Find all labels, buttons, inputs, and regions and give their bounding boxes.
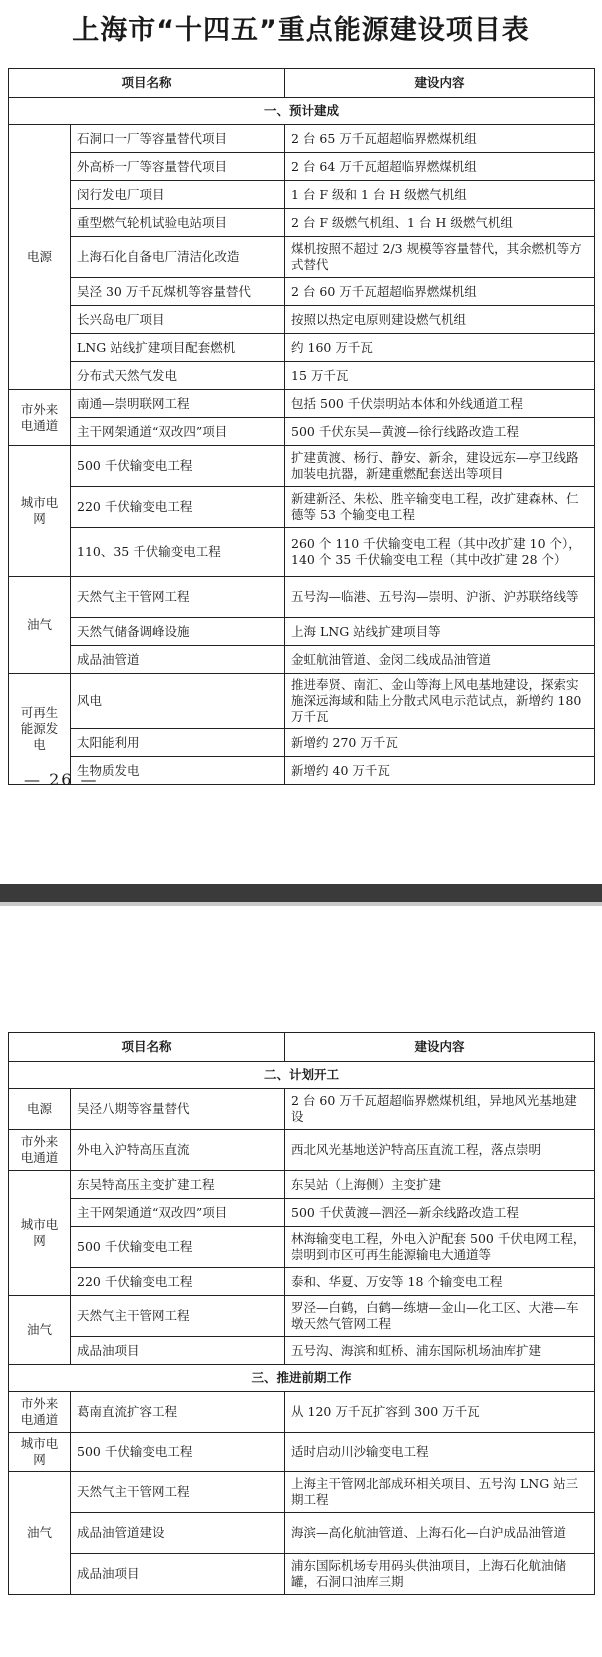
table-row	[9, 1130, 595, 1171]
project-content: 500 千伏黄渡—泗泾—新余线路改造工程	[285, 1199, 595, 1227]
table-row	[9, 181, 595, 209]
energy-projects-table-2	[8, 1032, 595, 1595]
project-content: 新增约 40 万千瓦	[285, 757, 595, 785]
project-content: 林海输变电工程，外电入沪配套 500 千伏电网工程，崇明到市区可再生能源输电大通道等	[285, 1227, 595, 1268]
project-content: 包括 500 千伏崇明站本体和外线通道工程	[285, 390, 595, 418]
project-name: LNG 站线扩建项目配套燃机	[71, 334, 285, 362]
table-header-row	[9, 1033, 595, 1062]
table-row	[9, 487, 595, 528]
project-name: 外高桥一厂等容量替代项目	[71, 153, 285, 181]
project-name: 闵行发电厂项目	[71, 181, 285, 209]
table-row	[9, 1337, 595, 1365]
project-name: 长兴岛电厂项目	[71, 306, 285, 334]
column-header-name: 项目名称	[9, 69, 285, 98]
project-name: 生物质发电	[71, 757, 285, 785]
table-row	[9, 1171, 595, 1199]
project-name: 天然气储备调峰设施	[71, 618, 285, 646]
table-row	[9, 1268, 595, 1296]
table-row	[9, 1433, 595, 1472]
table-row	[9, 1296, 595, 1337]
table-row	[9, 1227, 595, 1268]
project-content: 2 台 64 万千瓦超超临界燃煤机组	[285, 153, 595, 181]
category-cell: 市外来电通道	[9, 1392, 71, 1433]
table-row	[9, 278, 595, 306]
project-content: 新增约 270 万千瓦	[285, 729, 595, 757]
project-content: 按照以热定电原则建设燃气机组	[285, 306, 595, 334]
table-row	[9, 577, 595, 618]
project-content: 适时启动川沙输变电工程	[285, 1433, 595, 1472]
project-name: 成品油项目	[71, 1554, 285, 1595]
project-content: 扩建黄渡、杨行、静安、新余，建设远东—亭卫线路加装电抗器，新建重燃配套送出等项目	[285, 446, 595, 487]
category-cell: 油气	[9, 577, 71, 674]
category-cell: 可再生能源发电	[9, 674, 71, 785]
project-content: 上海 LNG 站线扩建项目等	[285, 618, 595, 646]
project-name: 500 千伏输变电工程	[71, 1227, 285, 1268]
project-name: 上海石化自备电厂清洁化改造	[71, 237, 285, 278]
category-cell: 市外来电通道	[9, 390, 71, 446]
page-lower	[0, 906, 602, 1657]
project-content: 煤机按照不超过 2/3 规模等容量替代，其余燃机等方式替代	[285, 237, 595, 278]
project-name: 主干网架通道“双改四”项目	[71, 418, 285, 446]
section-row	[9, 1062, 595, 1089]
category-cell: 电源	[9, 1089, 71, 1130]
section-title: 一、预计建成	[9, 98, 595, 125]
category-cell: 城市电网	[9, 1171, 71, 1296]
project-name: 天然气主干管网工程	[71, 1296, 285, 1337]
project-content: 2 台 60 万千瓦超超临界燃煤机组，异地风光基地建设	[285, 1089, 595, 1130]
section-row	[9, 98, 595, 125]
project-content: 15 万千瓦	[285, 362, 595, 390]
table-row	[9, 1554, 595, 1595]
project-name: 分布式天然气发电	[71, 362, 285, 390]
project-content: 推进奉贤、南汇、金山等海上风电基地建设，探索实施深远海域和陆上分散式风电示范试点，新增约 180 万千瓦	[285, 674, 595, 729]
project-content: 约 160 万千瓦	[285, 334, 595, 362]
project-name: 南通—崇明联网工程	[71, 390, 285, 418]
project-name: 成品油管道建设	[71, 1513, 285, 1554]
project-name: 外电入沪特高压直流	[71, 1130, 285, 1171]
column-header-content: 建设内容	[285, 69, 595, 98]
project-content: 金虹航油管道、金闵二线成品油管道	[285, 646, 595, 674]
table-row	[9, 528, 595, 577]
project-content: 500 千伏东吴—黄渡—徐行线路改造工程	[285, 418, 595, 446]
project-name: 东吴特高压主变扩建工程	[71, 1171, 285, 1199]
category-cell: 电源	[9, 125, 71, 390]
page-title: 上海市“十四五”重点能源建设项目表	[72, 15, 530, 46]
column-header-content: 建设内容	[285, 1033, 595, 1062]
project-content: 浦东国际机场专用码头供油项目，上海石化航油储罐，石洞口油库三期	[285, 1554, 595, 1595]
project-name: 太阳能利用	[71, 729, 285, 757]
category-cell: 油气	[9, 1472, 71, 1595]
project-content: 泰和、华夏、万安等 18 个输变电工程	[285, 1268, 595, 1296]
project-content: 海滨—高化航油管道、上海石化—白沪成品油管道	[285, 1513, 595, 1554]
table-row	[9, 390, 595, 418]
project-name: 500 千伏输变电工程	[71, 1433, 285, 1472]
page-number: — 26 —	[24, 770, 99, 789]
project-name: 成品油项目	[71, 1337, 285, 1365]
project-name: 风电	[71, 674, 285, 729]
category-cell: 油气	[9, 1296, 71, 1365]
project-content: 东吴站（上海侧）主变扩建	[285, 1171, 595, 1199]
project-name: 天然气主干管网工程	[71, 1472, 285, 1513]
table-row	[9, 674, 595, 729]
project-content: 罗泾—白鹤，白鹤—练塘—金山—化工区、大港—车墩天然气管网工程	[285, 1296, 595, 1337]
project-name: 500 千伏输变电工程	[71, 446, 285, 487]
project-name: 葛南直流扩容工程	[71, 1392, 285, 1433]
table-row	[9, 362, 595, 390]
category-cell: 城市电网	[9, 446, 71, 577]
table-row	[9, 1199, 595, 1227]
table-row	[9, 1089, 595, 1130]
project-content: 五号沟—临港、五号沟—崇明、沪浙、沪苏联络线等	[285, 577, 595, 618]
table-row	[9, 1472, 595, 1513]
project-content: 1 台 F 级和 1 台 H 级燃气机组	[285, 181, 595, 209]
project-content: 新建新泾、朱松、胜辛输变电工程，改扩建森林、仁德等 53 个输变电工程	[285, 487, 595, 528]
table-row	[9, 618, 595, 646]
project-content: 2 台 60 万千瓦超超临界燃煤机组	[285, 278, 595, 306]
section-title: 三、推进前期工作	[9, 1365, 595, 1392]
project-content: 西北风光基地送沪特高压直流工程，落点崇明	[285, 1130, 595, 1171]
page-divider	[0, 884, 602, 902]
category-cell: 城市电网	[9, 1433, 71, 1472]
project-name: 成品油管道	[71, 646, 285, 674]
table-row	[9, 237, 595, 278]
project-name: 天然气主干管网工程	[71, 577, 285, 618]
table-row	[9, 306, 595, 334]
project-name: 吴泾八期等容量替代	[71, 1089, 285, 1130]
project-content: 2 台 65 万千瓦超超临界燃煤机组	[285, 125, 595, 153]
table-row	[9, 334, 595, 362]
category-cell: 市外来电通道	[9, 1130, 71, 1171]
table-row	[9, 125, 595, 153]
table-header-row	[9, 69, 595, 98]
table-row	[9, 418, 595, 446]
energy-projects-table-1	[8, 68, 595, 785]
table-row	[9, 153, 595, 181]
project-content: 260 个 110 千伏输变电工程（其中改扩建 10 个），140 个 35 千伏输变电工程（其中改扩建 28 个）	[285, 528, 595, 577]
project-name: 主干网架通道“双改四”项目	[71, 1199, 285, 1227]
project-content: 从 120 万千瓦扩容到 300 万千瓦	[285, 1392, 595, 1433]
project-name: 吴泾 30 万千瓦煤机等容量替代	[71, 278, 285, 306]
project-name: 重型燃气轮机试验电站项目	[71, 209, 285, 237]
section-title: 二、计划开工	[9, 1062, 595, 1089]
project-name: 220 千伏输变电工程	[71, 487, 285, 528]
table-row	[9, 729, 595, 757]
project-name: 220 千伏输变电工程	[71, 1268, 285, 1296]
project-content: 上海主干管网北部成环相关项目、五号沟 LNG 站三期工程	[285, 1472, 595, 1513]
table-row	[9, 1392, 595, 1433]
project-name: 110、35 千伏输变电工程	[71, 528, 285, 577]
table-row	[9, 1513, 595, 1554]
project-content: 五号沟、海滨和虹桥、浦东国际机场油库扩建	[285, 1337, 595, 1365]
column-header-name: 项目名称	[9, 1033, 285, 1062]
table-row	[9, 209, 595, 237]
table-row	[9, 646, 595, 674]
project-name: 石洞口一厂等容量替代项目	[71, 125, 285, 153]
project-content: 2 台 F 级燃气机组、1 台 H 级燃气机组	[285, 209, 595, 237]
table-row	[9, 446, 595, 487]
section-row	[9, 1365, 595, 1392]
